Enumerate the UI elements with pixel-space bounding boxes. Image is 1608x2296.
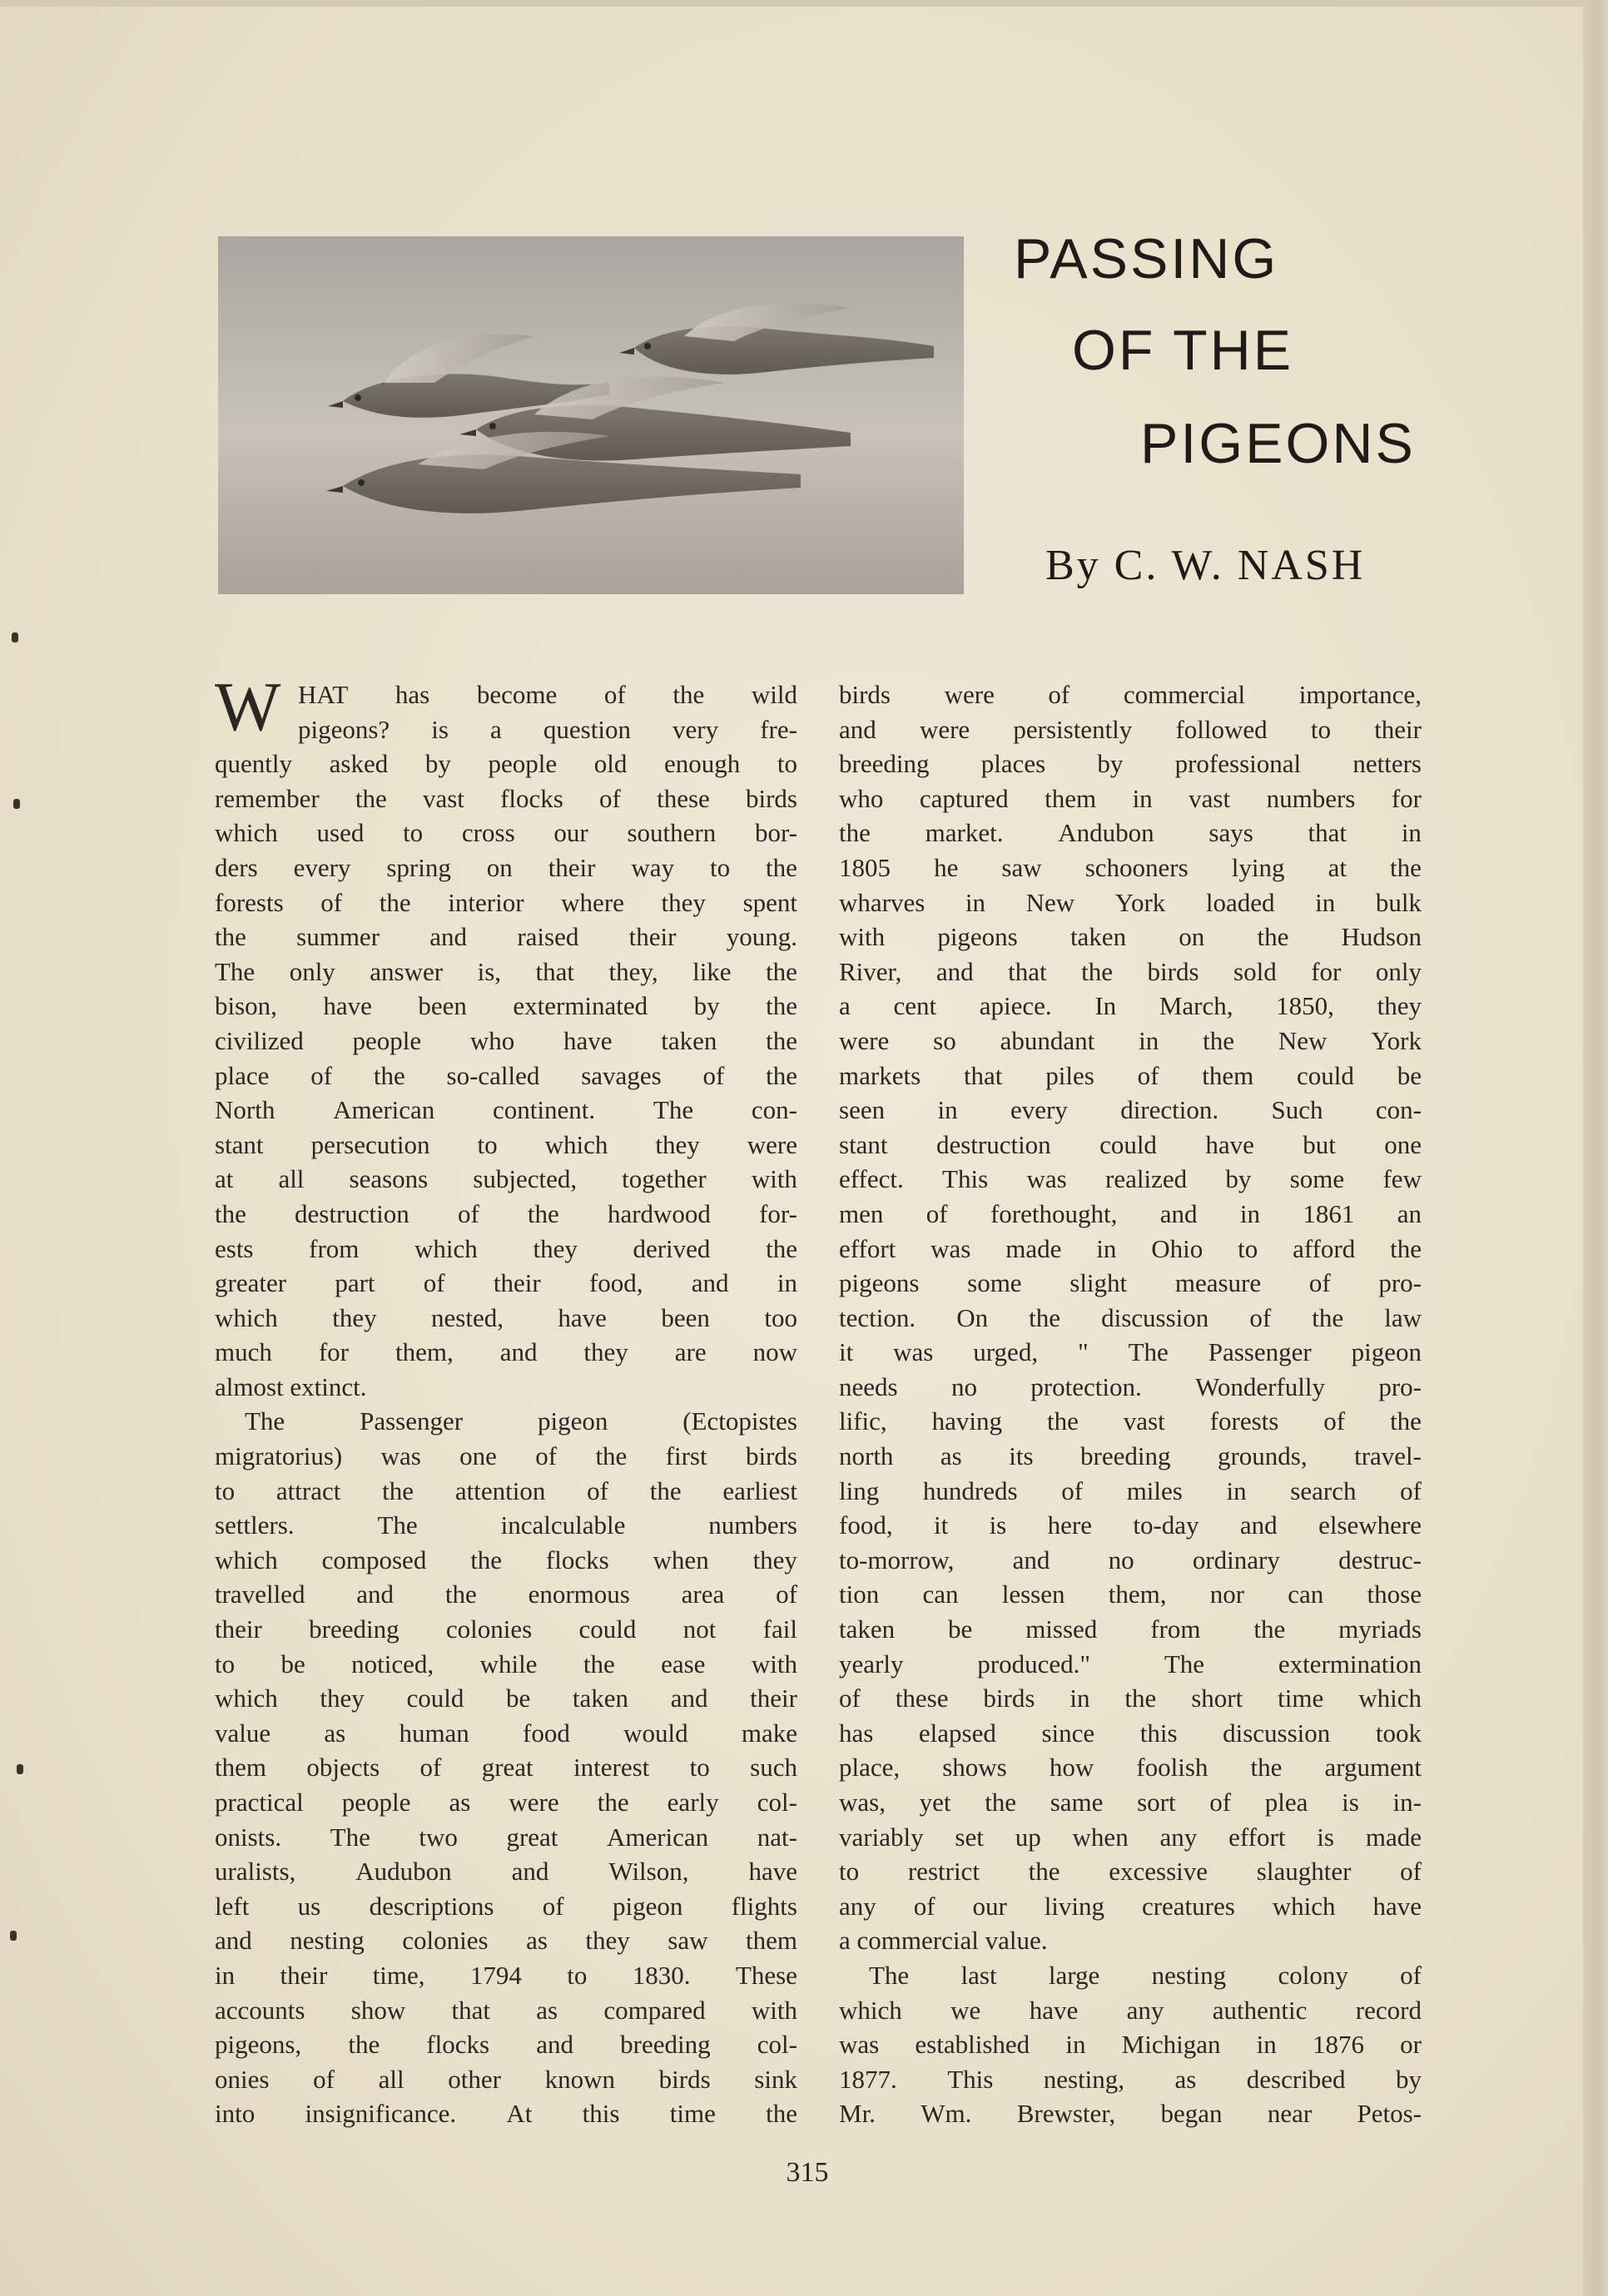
text-line: were so abundant in the New York [839,1025,1422,1055]
text-line: greater part of their food, and in [215,1268,797,1298]
text-line: and were persistently followed to their [839,714,1422,744]
text-line: 1877. This nesting, as described by [839,2064,1422,2094]
text-line: to restrict the excessive slaughter of [839,1857,1422,1887]
text-line: their breeding colonies could not fail [215,1614,797,1644]
text-line: The Passenger pigeon (Ectopistes [245,1406,797,1436]
text-line: taken be missed from the myriads [839,1614,1422,1644]
text-line: the market. Andubon says that in [839,818,1422,848]
text-line: 1805 he saw schooners lying at the [839,852,1422,882]
text-line: which they nested, have been too [215,1302,797,1332]
text-line: men of forethought, and in 1861 an [839,1198,1422,1228]
text-line: wharves in New York loaded in bulk [839,887,1422,917]
text-line: of these birds in the short time which [839,1684,1422,1713]
text-line: was, yet the same sort of plea is in- [839,1788,1422,1817]
text-line: stant destruction could have but one [839,1129,1422,1159]
text-line: a commercial value. [839,1926,1048,1956]
page-binding-edge [1583,0,1608,2296]
text-line: civilized people who have taken the [215,1025,797,1055]
text-line: forests of the interior where they spent [215,887,797,917]
text-line: breeding places by professional netters [839,749,1422,779]
text-line: has elapsed since this discussion took [839,1718,1422,1748]
text-line: pigeons some slight measure of pro- [839,1268,1422,1298]
text-line: who captured them in vast numbers for [839,783,1422,813]
text-line: onists. The two great American nat- [215,1822,797,1852]
text-line: ders every spring on their way to the [215,852,797,882]
left-column [215,677,797,2131]
text-line: needs no protection. Wonderfully pro- [839,1371,1422,1401]
text-line: place, shows how foolish the argument [839,1753,1422,1783]
text-line: place of the so-called savages of the [215,1060,797,1090]
text-line: markets that piles of them could be [839,1060,1422,1090]
text-line: to-morrow, and no ordinary destruc- [839,1545,1422,1574]
margin-mark [10,1931,17,1941]
right-column [839,677,1422,2131]
text-line: onies of all other known birds sink [215,2064,797,2094]
text-line: tion can lessen them, nor can those [839,1579,1422,1609]
text-line: it was urged, " The Passenger pigeon [839,1337,1422,1367]
text-line: yearly produced." The extermination [839,1649,1422,1679]
margin-mark [12,632,18,642]
pigeon-2 [619,303,934,374]
text-line: Mr. Wm. Brewster, began near Petos- [839,2099,1422,2129]
text-line: the destruction of the hardwood for- [215,1198,797,1228]
margin-mark [13,799,20,809]
article-byline: By C. W. NASH [1045,542,1366,589]
text-line: any of our living creatures which have [839,1891,1422,1921]
text-line: them objects of great interest to such [215,1753,797,1783]
text-line: much for them, and they are now [215,1337,797,1367]
text-line: stant persecution to which they were [215,1129,797,1159]
text-line: migratorius) was one of the first birds [215,1441,797,1471]
text-line: seen in every direction. Such con- [839,1095,1422,1125]
text-line: left us descriptions of pigeon flights [215,1891,797,1921]
text-line: quently asked by people old enough to [215,749,797,779]
text-line: accounts show that as compared with [215,1995,797,2025]
text-line: travelled and the enormous area of [215,1579,797,1609]
text-line: tection. On the discussion of the law [839,1302,1422,1332]
text-line: the summer and raised their young. [215,922,797,952]
text-line: River, and that the birds sold for only [839,956,1422,986]
text-line: lific, having the vast forests of the [839,1406,1422,1436]
text-line: HAT has become of the wild [298,680,797,709]
text-line: ling hundreds of miles in search of [839,1475,1422,1505]
text-line: which we have any authentic record [839,1995,1422,2025]
text-line: value as human food would make [215,1718,797,1748]
text-line: North American continent. The con- [215,1095,797,1125]
drop-cap: W [215,668,281,746]
text-line: The last large nesting colony of [869,1960,1422,1990]
text-line: settlers. The incalculable numbers [215,1510,797,1540]
article-title-line-3: PIGEONS [1140,412,1416,475]
text-line: food, it is here to-day and elsewhere [839,1510,1422,1540]
text-line: bison, have been exterminated by the [215,991,797,1021]
text-line: variably set up when any effort is made [839,1822,1422,1852]
page-number: 315 [786,2157,829,2188]
text-line: which they could be taken and their [215,1684,797,1713]
article-title-line-1: PASSING [1014,227,1279,290]
flying-pigeons-drawing [218,236,964,594]
text-line: into insignificance. At this time the [215,2099,797,2129]
text-line: effect. This was realized by some few [839,1164,1422,1194]
text-line: at all seasons subjected, together with [215,1164,797,1194]
text-line: practical people as were the early col- [215,1788,797,1817]
page-top-edge [0,0,1608,7]
article-title-line-2: OF THE [1072,319,1294,382]
text-line: effort was made in Ohio to afford the [839,1233,1422,1263]
pigeons-illustration [218,236,964,594]
text-line: pigeons, the flocks and breeding col- [215,2030,797,2060]
text-line: was established in Michigan in 1876 or [839,2030,1422,2060]
margin-mark [17,1764,23,1774]
text-line: which used to cross our southern bor- [215,818,797,848]
text-line: uralists, Audubon and Wilson, have [215,1857,797,1887]
text-line: a cent apiece. In March, 1850, they [839,991,1422,1021]
text-line: ests from which they derived the [215,1233,797,1263]
text-line: remember the vast flocks of these birds [215,783,797,813]
text-line: which composed the flocks when they [215,1545,797,1574]
text-line: north as its breeding grounds, travel- [839,1441,1422,1471]
text-line: The only answer is, that they, like the [215,956,797,986]
text-line: in their time, 1794 to 1830. These [215,1960,797,1990]
text-line: pigeons? is a question very fre- [298,714,797,744]
text-line: almost extinct. [215,1371,367,1401]
text-line: to attract the attention of the earliest [215,1475,797,1505]
text-line: with pigeons taken on the Hudson [839,922,1422,952]
text-line: birds were of commercial importance, [839,680,1422,709]
text-line: and nesting colonies as they saw them [215,1926,797,1956]
text-line: to be noticed, while the ease with [215,1649,797,1679]
